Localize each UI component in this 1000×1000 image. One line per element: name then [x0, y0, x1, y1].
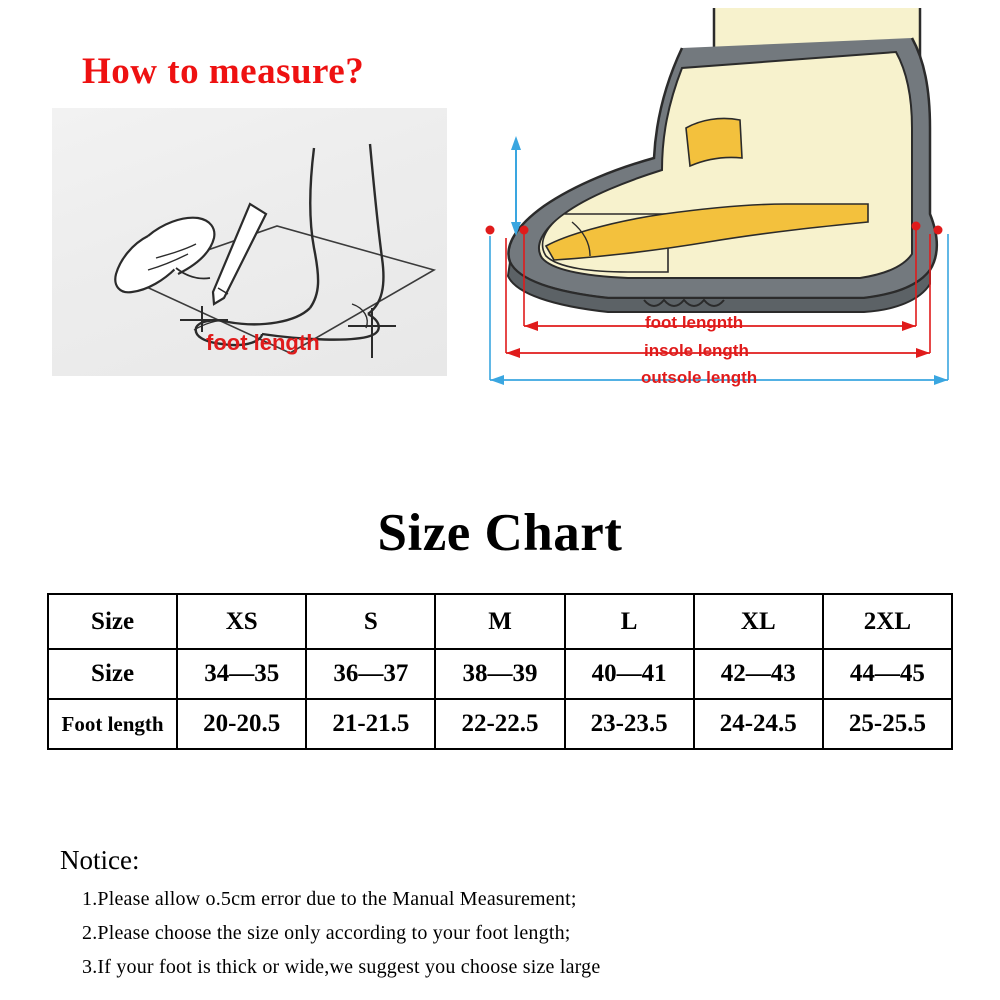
size-chart-title: Size Chart — [377, 504, 623, 562]
table-cell: M — [435, 594, 564, 649]
table-cell: 44—45 — [823, 649, 952, 699]
notice-line: 1.Please allow o.5cm error due to the Manual Measurement; — [82, 888, 577, 910]
how-to-measure-section — [0, 0, 1000, 470]
size-chart-table — [47, 593, 953, 750]
how-to-measure-title: How to measure? — [82, 51, 365, 92]
table-cell: 20-20.5 — [177, 699, 306, 749]
table-cell: S — [306, 594, 435, 649]
table-row — [48, 649, 952, 699]
table-cell: 22-22.5 — [435, 699, 564, 749]
table-cell: 2XL — [823, 594, 952, 649]
foot-length-label: foot length — [206, 330, 320, 355]
row-header: Size — [48, 649, 177, 699]
table-row — [48, 594, 952, 649]
table-cell: 40—41 — [565, 649, 694, 699]
diagram-label-insole-length: insole length — [644, 341, 749, 360]
row-header: Foot length — [48, 699, 177, 749]
table-cell: 21-21.5 — [306, 699, 435, 749]
table-cell: XS — [177, 594, 306, 649]
notice-line: 2.Please choose the size only according to your foot length; — [82, 922, 571, 944]
notice-section — [60, 845, 960, 990]
table-cell: 42—43 — [694, 649, 823, 699]
table-cell: 34—35 — [177, 649, 306, 699]
table-cell: 36—37 — [306, 649, 435, 699]
table-cell: XL — [694, 594, 823, 649]
diagram-label-outsole-length: outsole length — [641, 368, 758, 387]
notice-title: Notice: — [60, 845, 140, 875]
table-cell: 38—39 — [435, 649, 564, 699]
table-cell: 24-24.5 — [694, 699, 823, 749]
table-row — [48, 699, 952, 749]
diagram-label-foot-length: foot lengnth — [645, 313, 744, 332]
notice-line: 3.If your foot is thick or wide,we suggest you choose size large — [82, 956, 601, 978]
table-cell: 25-25.5 — [823, 699, 952, 749]
table-cell: 23-23.5 — [565, 699, 694, 749]
table-cell: L — [565, 594, 694, 649]
row-header: Size — [48, 594, 177, 649]
